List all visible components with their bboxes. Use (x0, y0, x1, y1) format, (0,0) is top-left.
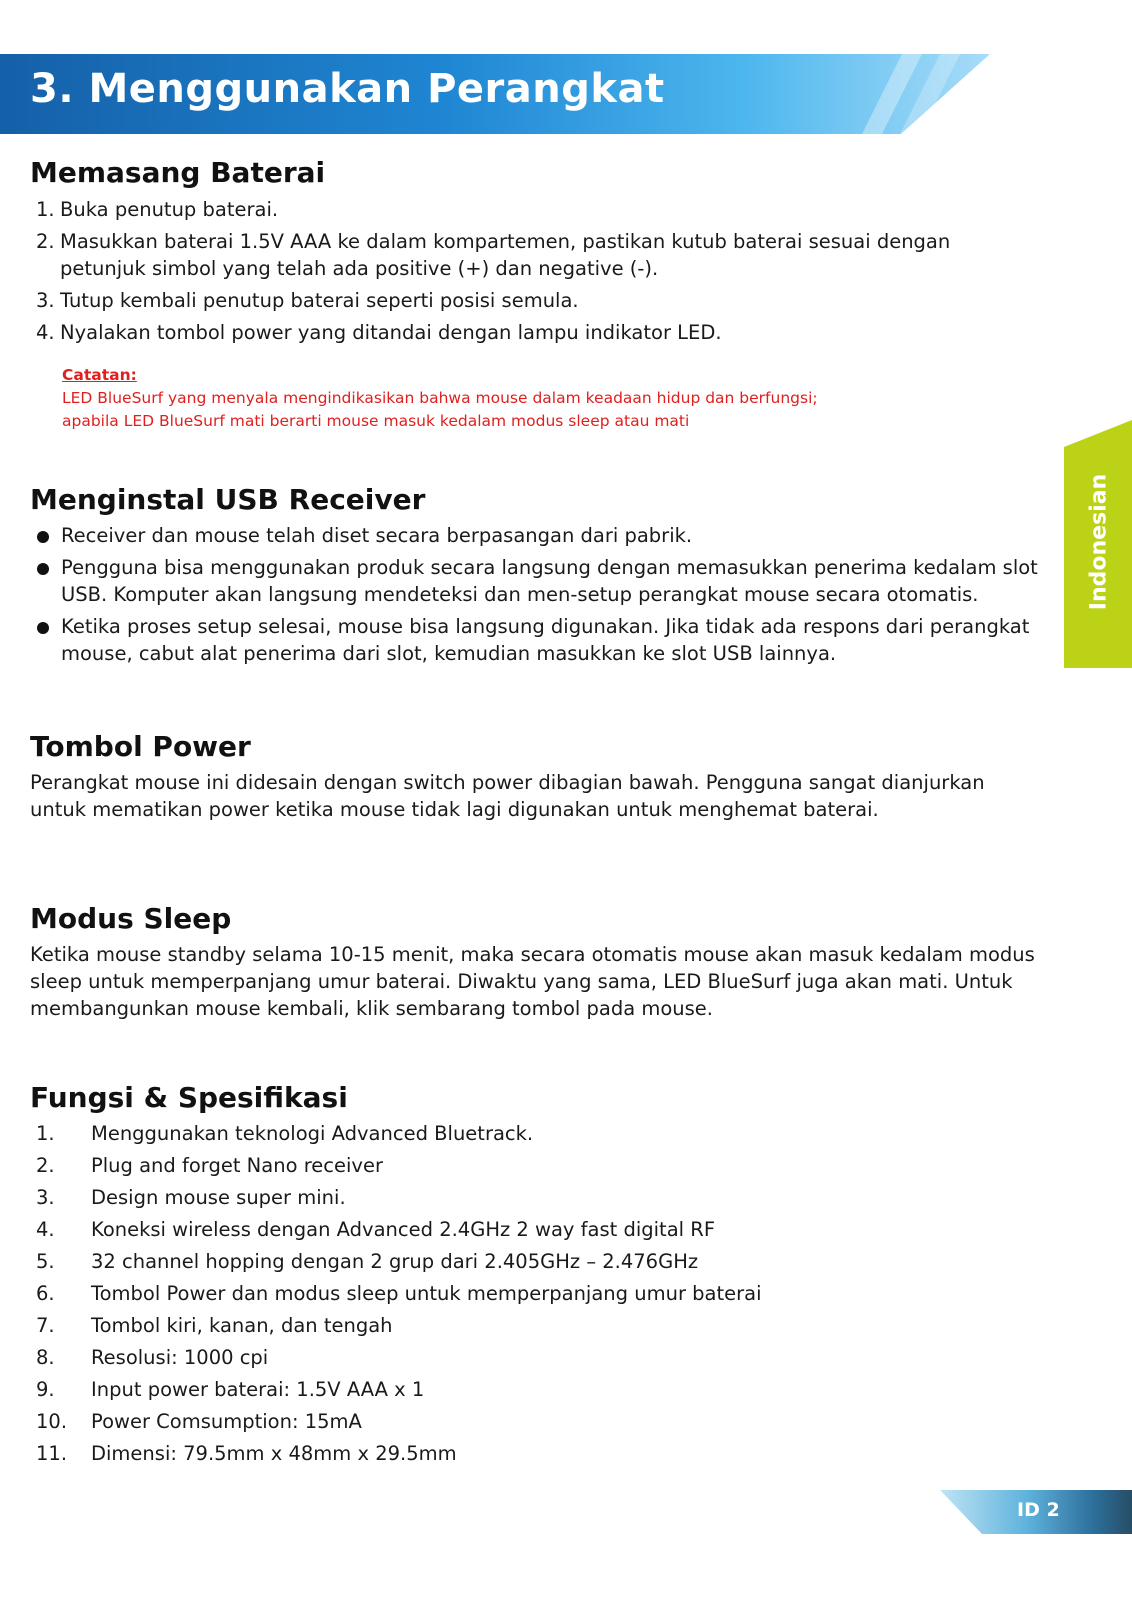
list-item: 3. Tutup kembali penutup baterai seperti posisi semula. (36, 289, 579, 312)
list-item: 3. Design mouse super mini. (36, 1186, 346, 1209)
bullet-icon (37, 563, 49, 575)
list-item: 2. Plug and forget Nano receiver (36, 1154, 383, 1177)
list-item: 11. Dimensi: 79.5mm x 48mm x 29.5mm (36, 1442, 457, 1465)
note-line: LED BlueSurf yang menyala mengindikasikan bahwa mouse dalam keadaan hidup dan berfungsi; (62, 389, 818, 407)
bullet-icon (37, 531, 49, 543)
page-title: 3. Menggunakan Perangkat (30, 66, 665, 112)
language-tab-label: Indonesian (1086, 473, 1112, 611)
list-item: 10. Power Comsumption: 15mA (36, 1410, 362, 1433)
list-item: 7. Tombol kiri, kanan, dan tengah (36, 1314, 393, 1337)
bullet-icon (37, 622, 49, 634)
list-item: 1. Buka penutup baterai. (36, 198, 279, 221)
list-item: 6. Tombol Power dan modus sleep untuk memperpanjang umur baterai (36, 1282, 762, 1305)
usb-bullets (30, 522, 1040, 672)
section-heading-battery: Memasang Baterai (30, 156, 326, 189)
note-line: apabila LED BlueSurf mati berarti mouse masuk kedalam modus sleep atau mati (62, 412, 690, 430)
section-heading-power: Tombol Power (30, 730, 251, 763)
list-item: Pengguna bisa menggunakan produk secara langsung dengan memasukkan penerima kedalam slot USB. Komputer akan langsung mendeteksi dan men-setup perangkat mouse secara otomatis. (30, 554, 1040, 608)
page-number: ID 2 (1017, 1499, 1060, 1521)
section-heading-sleep: Modus Sleep (30, 902, 232, 935)
list-item: 2. Masukkan baterai 1.5V AAA ke dalam kompartemen, pastikan kutub baterai sesuai dengan petunjuk simbol yang telah ada positive (+) dan negative (-). (36, 230, 951, 280)
list-item: 1. Menggunakan teknologi Advanced Bluetrack. (36, 1122, 534, 1145)
list-item: 4. Koneksi wireless dengan Advanced 2.4GHz 2 way fast digital RF (36, 1218, 716, 1241)
battery-steps (30, 196, 1040, 351)
list-item: 9. Input power baterai: 1.5V AAA x 1 (36, 1378, 425, 1401)
list-item: Ketika proses setup selesai, mouse bisa langsung digunakan. Jika tidak ada respons dari perangkat mouse, cabut alat penerima dari slot, kemudian masukkan ke slot USB lainnya. (30, 613, 1040, 667)
section-heading-usb: Menginstal USB Receiver (30, 483, 426, 516)
section-heading-specs: Fungsi & Spesifikasi (30, 1081, 348, 1114)
battery-note (62, 364, 818, 433)
note-title: Catatan: (62, 366, 137, 384)
power-text: Perangkat mouse ini didesain dengan switch power dibagian bawah. Pengguna sangat dianjurkan untuk mematikan power ketika mouse tidak lagi digunakan untuk menghemat baterai. (30, 771, 985, 821)
list-item: Receiver dan mouse telah diset secara berpasangan dari pabrik. (30, 522, 1040, 549)
specs-list (30, 1120, 1040, 1472)
list-item: 8. Resolusi: 1000 cpi (36, 1346, 269, 1369)
list-item: 5. 32 channel hopping dengan 2 grup dari 2.405GHz – 2.476GHz (36, 1250, 699, 1273)
sleep-text: Ketika mouse standby selama 10-15 menit, maka secara otomatis mouse akan masuk kedalam modus sleep untuk memperpanjang umur baterai. Diwaktu yang sama, LED BlueSurf juga akan mati. Untuk membangunkan mouse kembali, klik sembarang tombol pada mouse. (30, 943, 1035, 1020)
list-item: 4. Nyalakan tombol power yang ditandai dengan lampu indikator LED. (36, 321, 722, 344)
